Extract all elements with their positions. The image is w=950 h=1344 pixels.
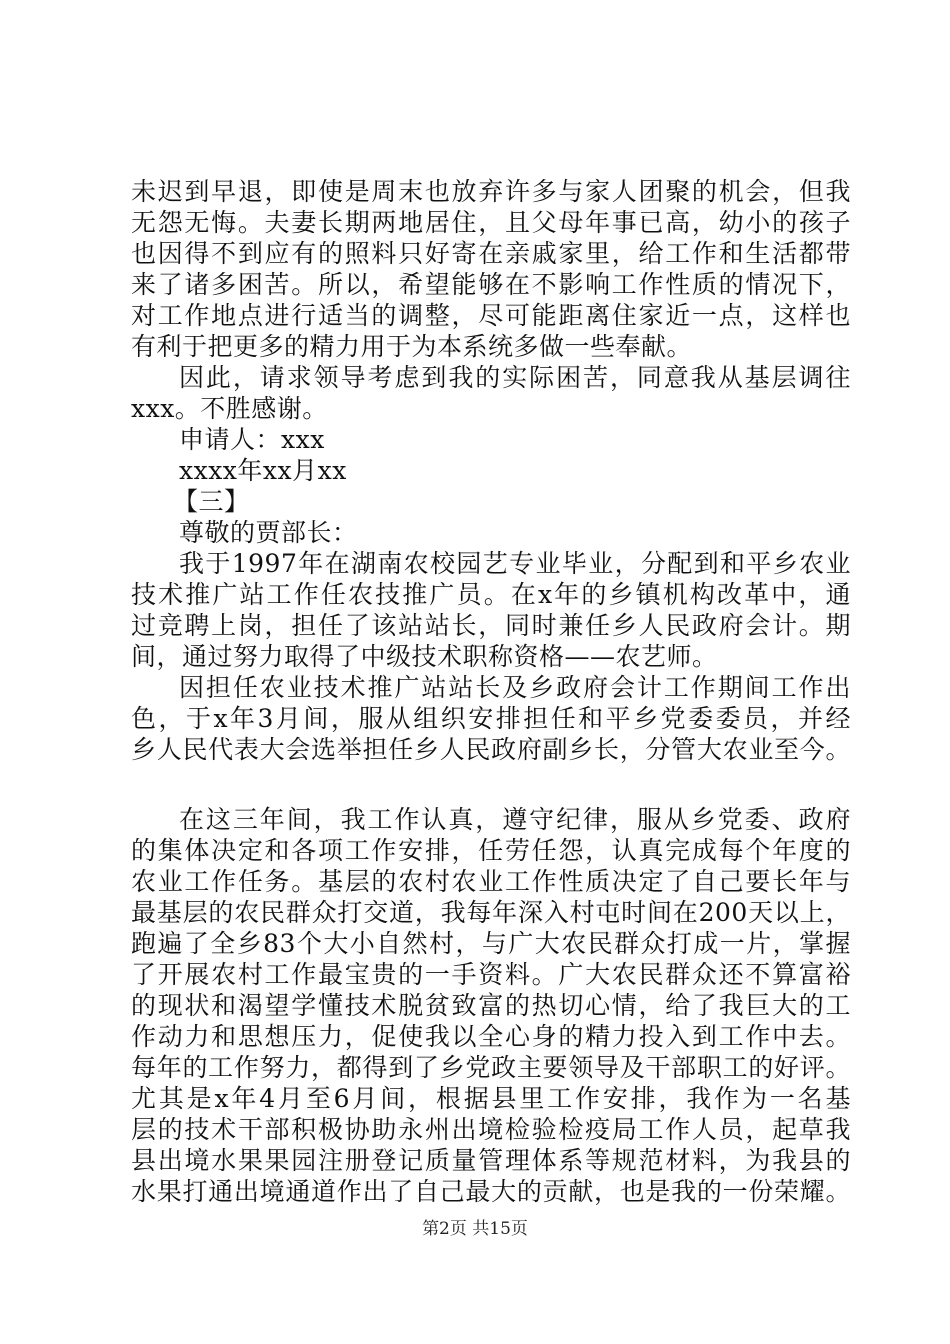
text-line: 技术推广站工作任农技推广员。在x年的乡镇机构改革中，通	[131, 580, 851, 609]
text-line: xxx。不胜感谢。	[131, 394, 328, 423]
text-line: 跑遍了全乡83个大小自然村，与广大农民群众打成一片，掌握	[131, 929, 851, 958]
text-line: 也因得不到应有的照料只好寄在亲戚家里，给工作和生活都带	[131, 239, 851, 268]
text-line: 过竞聘上岗，担任了该站站长，同时兼任乡人民政府会计。期	[131, 611, 851, 640]
text-line: 的集体决定和各项工作安排，任劳任怨，认真完成每个年度的	[131, 836, 851, 865]
applicant-line: 申请人：xxx	[179, 425, 325, 454]
text-line: 间，通过努力取得了中级技术职称资格——农艺师。	[131, 642, 718, 671]
text-line: 无怨无悔。夫妻长期两地居住，且父母年事已高，幼小的孩子	[131, 208, 851, 237]
text-line: 最基层的农民群众打交道，我每年深入村屯时间在200天以上，	[131, 898, 851, 927]
document-body	[131, 176, 851, 1207]
text-line: 层的技术干部积极协助永州出境检验检疫局工作人员，起草我	[131, 1115, 851, 1144]
paragraph-gap	[131, 765, 851, 804]
text-line: 农业工作任务。基层的农村农业工作性质决定了自己要长年与	[131, 867, 851, 896]
text-line: 水果打通出境通道作出了自己最大的贡献，也是我的一份荣耀。	[131, 1177, 851, 1206]
date-line: xxxx年xx月xx	[179, 456, 347, 485]
text-line: 每年的工作努力，都得到了乡党政主要领导及干部职工的好评。	[131, 1053, 851, 1082]
text-line: 有利于把更多的精力用于为本系统多做一些奉献。	[131, 332, 693, 361]
text-line: 色，于x年3月间，服从组织安排担任和平乡党委委员，并经	[131, 704, 851, 733]
text-line: 的现状和渴望学懂技术脱贫致富的热切心情，给了我巨大的工	[131, 991, 851, 1020]
text-line: 了开展农村工作最宝贵的一手资料。广大农民群众还不算富裕	[131, 960, 851, 989]
text-line: 尤其是x年4月至6月间，根据县里工作安排，我作为一名基	[131, 1084, 851, 1113]
text-line: 在这三年间，我工作认真，遵守纪律，服从乡党委、政府	[179, 805, 851, 834]
text-line: 我于1997年在湖南农校园艺专业毕业，分配到和平乡农业	[179, 549, 851, 578]
text-line: 因此，请求领导考虑到我的实际困苦，同意我从基层调往	[179, 363, 851, 392]
text-line: 作动力和思想压力，促使我以全心身的精力投入到工作中去。	[131, 1022, 851, 1051]
text-line: 县出境水果果园注册登记质量管理体系等规范材料，为我县的	[131, 1146, 851, 1175]
text-line: 因担任农业技术推广站站长及乡政府会计工作期间工作出	[179, 673, 851, 702]
text-line: 乡人民代表大会选举担任乡人民政府副乡长，分管大农业至今。	[131, 735, 851, 764]
page-footer: 第2页 共15页	[422, 1219, 528, 1239]
salutation: 尊敬的贾部长：	[179, 518, 358, 547]
text-line: 未迟到早退，即使是周末也放弃许多与家人团聚的机会，但我	[131, 177, 851, 206]
section-heading: 【三】	[173, 487, 250, 516]
text-line: 对工作地点进行适当的调整，尽可能距离住家近一点，这样也	[131, 301, 851, 330]
text-line: 来了诸多困苦。所以，希望能够在不影响工作性质的情况下，	[131, 270, 851, 299]
